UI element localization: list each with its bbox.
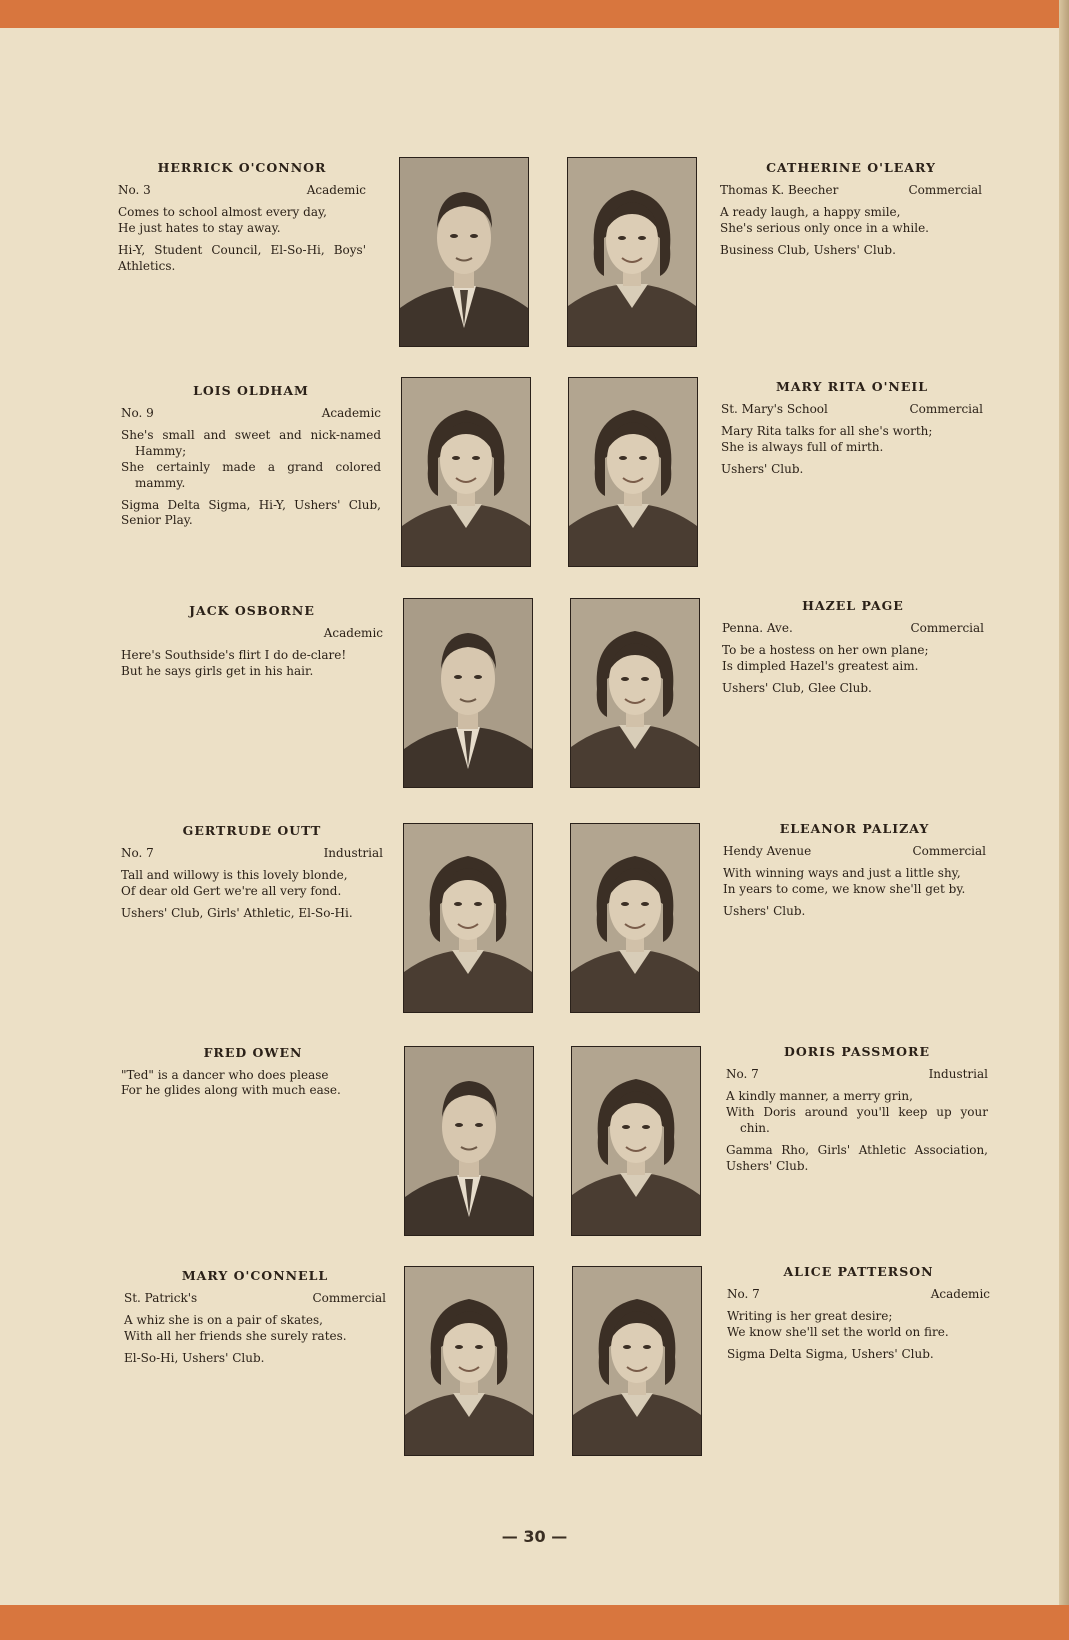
bio-jack-osborne [121,603,383,686]
verse-line: She certainly made a grand colored mammy. [121,459,381,490]
verse-line: "Ted" is a dancer who does please [121,1067,329,1082]
verse-line: In years to come, we know she'll get by. [723,882,966,897]
bio-lois-oldham [121,383,381,529]
student-meta [722,621,984,637]
verse-line: She is always full of mirth. [721,440,884,455]
student-name: HAZEL PAGE [802,598,904,613]
verse-line: She's small and sweet and nick-named Hammy; [121,428,381,459]
student-course: Commercial [312,1290,386,1305]
student-course: Academic [321,405,381,420]
bio-gertrude-outt [121,823,383,922]
student-name: MARY O'CONNELL [181,1268,329,1283]
student-origin: No. 7 [121,845,154,860]
student-course: Commercial [912,843,986,858]
student-verse [726,1089,988,1136]
student-meta [124,1291,386,1307]
bio-mary-rita-oneil [721,379,983,478]
student-name: CATHERINE O'LEARY [766,160,936,175]
student-name: MARY RITA O'NEIL [775,379,929,394]
student-verse [124,1313,386,1345]
verse-line: With Doris around you'll keep up your chin. [726,1105,988,1135]
student-clubs: Hi-Y, Student Council, El-So-Hi, Boys' Athletics. [118,242,366,273]
verse-line: Mary Rita talks for all she's worth; [721,424,933,439]
student-meta [723,844,986,860]
verse-line: He just hates to stay away. [118,221,281,236]
bottom-orange-band [0,1605,1069,1640]
student-origin: No. 3 [118,182,151,197]
student-origin: No. 7 [726,1066,759,1081]
student-clubs: Sigma Delta Sigma, Hi-Y, Ushers' Club, Senior Play. [121,497,381,528]
student-clubs: Ushers' Club, Glee Club. [722,680,872,695]
portrait-photo [404,1046,534,1236]
student-origin: No. 7 [727,1286,760,1301]
student-verse [720,205,982,237]
student-verse [727,1309,990,1341]
student-verse [118,205,366,237]
verse-line: With winning ways and just a little shy, [723,866,961,881]
student-name: HERRICK O'CONNOR [157,160,327,175]
student-meta [118,183,366,199]
verse-line: Tall and willowy is this lovely blonde, [121,868,348,883]
student-course: Commercial [908,182,982,197]
page-number: — 30 — [501,1527,568,1546]
student-meta [721,402,983,418]
student-meta [726,1067,988,1083]
student-course: Academic [930,1286,990,1301]
top-orange-band [0,0,1069,28]
student-name: GERTRUDE OUTT [182,823,322,838]
portrait-photo [403,823,533,1013]
student-name: DORIS PASSMORE [784,1044,930,1059]
student-name: ALICE PATTERSON [783,1264,934,1279]
student-origin: St. Mary's School [721,401,828,416]
student-meta [727,1287,990,1303]
portrait-photo [399,157,529,347]
portrait-photo [572,1266,702,1456]
student-clubs: Business Club, Ushers' Club. [720,242,896,257]
student-origin: Penna. Ave. [722,620,793,635]
verse-line: Is dimpled Hazel's greatest aim. [722,659,919,674]
bio-hazel-page [722,598,984,697]
student-verse [121,648,383,680]
student-clubs: Ushers' Club. [723,903,806,918]
student-name: JACK OSBORNE [189,603,315,618]
student-course: Academic [323,625,383,640]
portrait-photo [570,823,700,1013]
student-clubs: El-So-Hi, Ushers' Club. [124,1350,265,1365]
verse-line: A whiz she is on a pair of skates, [124,1313,323,1328]
verse-line: With all her friends she surely rates. [124,1329,347,1344]
student-name: LOIS OLDHAM [193,383,309,398]
student-verse [121,428,381,491]
student-clubs: Gamma Rho, Girls' Athletic Association, Ushers' Club. [726,1142,988,1173]
bio-mary-oconnell [124,1268,386,1367]
portrait-photo [567,157,697,347]
student-origin: Thomas K. Beecher [720,182,839,197]
student-meta [121,846,383,862]
verse-line: Writing is her great desire; [727,1309,893,1324]
verse-line: Comes to school almost every day, [118,205,327,220]
student-verse [121,1068,385,1100]
student-origin: Hendy Avenue [723,843,812,858]
student-meta [121,626,383,642]
bio-doris-passmore [726,1044,988,1174]
verse-line: But he says girls get in his hair. [121,664,314,679]
student-origin: No. 9 [121,405,154,420]
verse-line: To be a hostess on her own plane; [722,643,929,658]
student-origin: St. Patrick's [124,1290,198,1305]
verse-line: Here's Southside's flirt I do de-clare! [121,648,347,663]
student-course: Commercial [910,620,984,635]
portrait-photo [403,598,533,788]
student-verse [722,643,984,675]
student-verse [723,866,986,898]
student-clubs: Ushers' Club. [721,461,804,476]
portrait-photo [571,1046,701,1236]
student-name: FRED OWEN [203,1045,303,1060]
student-clubs: Sigma Delta Sigma, Ushers' Club. [727,1346,934,1361]
bio-alice-patterson [727,1264,990,1363]
student-course: Industrial [928,1066,988,1081]
verse-line: For he glides along with much ease. [121,1083,341,1098]
student-course: Commercial [909,401,983,416]
student-verse [721,424,983,456]
portrait-photo [570,598,700,788]
page-edge [1059,0,1069,1640]
verse-line: Of dear old Gert we're all very fond. [121,884,342,899]
verse-line: She's serious only once in a while. [720,221,929,236]
student-meta [720,183,982,199]
student-meta [121,406,381,422]
bio-fred-owen [121,1045,385,1105]
bio-eleanor-palizay [723,821,986,920]
student-verse [121,868,383,900]
portrait-photo [401,377,531,567]
bio-herrick-oconnor [118,160,366,275]
student-course: Industrial [323,845,383,860]
verse-line: A ready laugh, a happy smile, [720,205,901,220]
student-clubs: Ushers' Club, Girls' Athletic, El-So-Hi. [121,905,353,920]
student-name: ELEANOR PALIZAY [779,821,930,836]
portrait-photo [568,377,698,567]
verse-line: We know she'll set the world on fire. [727,1325,949,1340]
verse-line: A kindly manner, a merry grin, [726,1089,913,1104]
bio-catherine-oleary [720,160,982,259]
student-course: Academic [306,182,366,197]
portrait-photo [404,1266,534,1456]
